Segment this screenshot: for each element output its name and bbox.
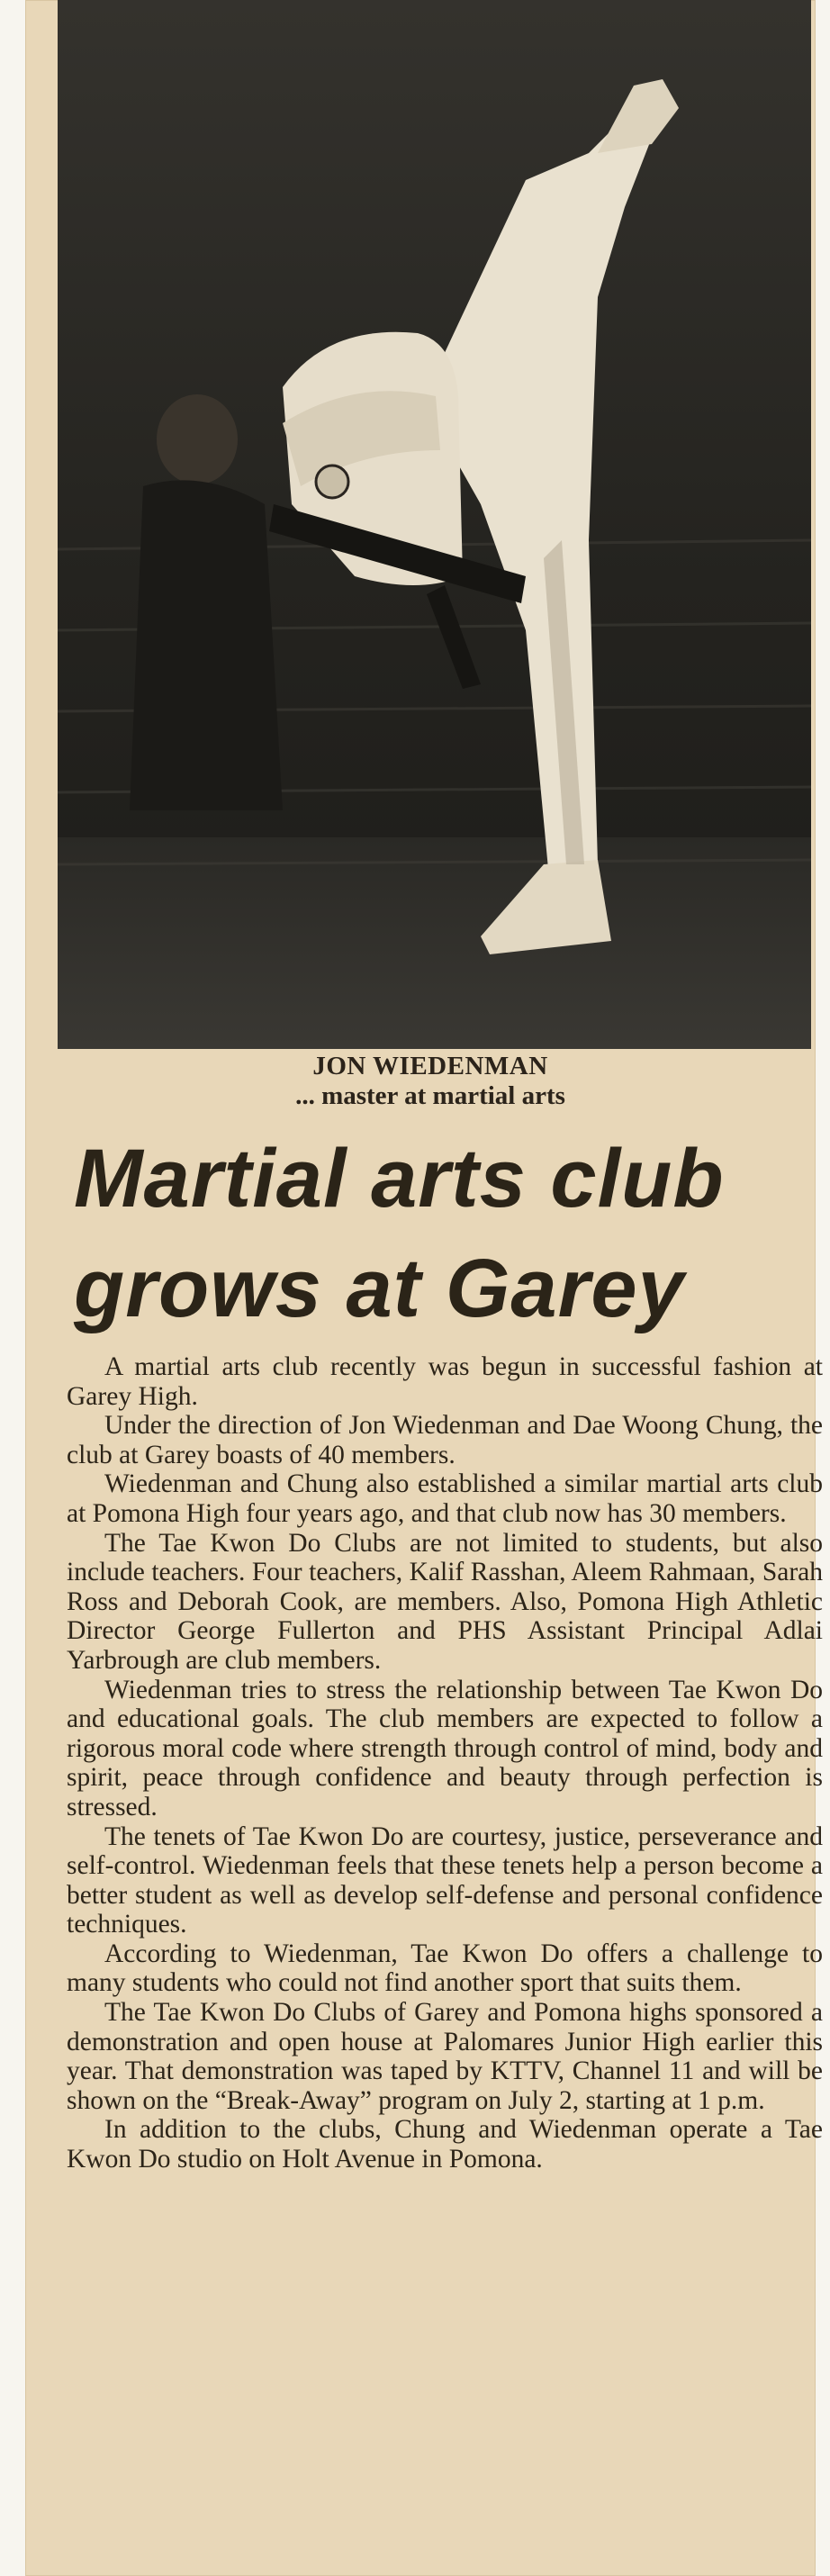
headline-line-2: grows at Garey (74, 1243, 685, 1334)
headline-line-1: Martial arts club (74, 1133, 725, 1225)
paragraph-4: The Tae Kwon Do Clubs are not limited to students, but also include teachers. Four teachers, Kalif Rasshan, Aleem Rahmaan, Sarah Ross and Deborah Cook, are members. Also, Pomona High Athletic Director George Fullerton and PHS Assistant Principal Adlai Yarbrough are club members. (67, 1528, 823, 1675)
paragraph-5: Wiedenman tries to stress the relationship between Tae Kwon Do and educational goals. The club members are expected to follow a rigorous moral code where strength through control of mind, body and spirit, peace through confidence and beauty through perfection is stressed. (67, 1675, 823, 1821)
paragraph-8: The Tae Kwon Do Clubs of Garey and Pomona highs sponsored a demonstration and open house at Palomares Junior High earlier this year. That demonstration was taped by KTTV, Channel 11 and will be shown on the “Break-Away” program on July 2, starting at 1 p.m. (67, 1998, 823, 2115)
paragraph-2: Under the direction of Jon Wiedenman and Dae Woong Chung, the club at Garey boasts of 40 members. (67, 1411, 823, 1469)
paragraph-9: In addition to the clubs, Chung and Wiedenman operate a Tae Kwon Do studio on Holt Avenue in Pomona. (67, 2115, 823, 2174)
caption-subtitle: ... master at martial arts (295, 1081, 565, 1111)
caption-name: JON WIEDENMAN (312, 1052, 548, 1080)
kick-photo-illustration (58, 0, 811, 1049)
photo-martial-artist-high-kick (58, 0, 811, 1049)
article-headline (74, 1124, 812, 1343)
photo-caption (61, 1052, 799, 1112)
paragraph-6: The tenets of Tae Kwon Do are courtesy, justice, perseverance and self-control. Wiedenman feels that these tenets help a person become a better student as well as develop self-defense and personal confidence techniques. (67, 1821, 823, 1939)
paragraph-3: Wiedenman and Chung also established a similar martial arts club at Pomona High four years ago, and that club now has 30 members. (67, 1469, 823, 1528)
newspaper-clipping (25, 0, 823, 2576)
paragraph-1: A martial arts club recently was begun in successful fashion at Garey High. (67, 1352, 823, 1411)
paragraph-7: According to Wiedenman, Tae Kwon Do offers a challenge to many students who could not find another sport that suits them. (67, 1939, 823, 1998)
article-body (67, 1352, 823, 2174)
